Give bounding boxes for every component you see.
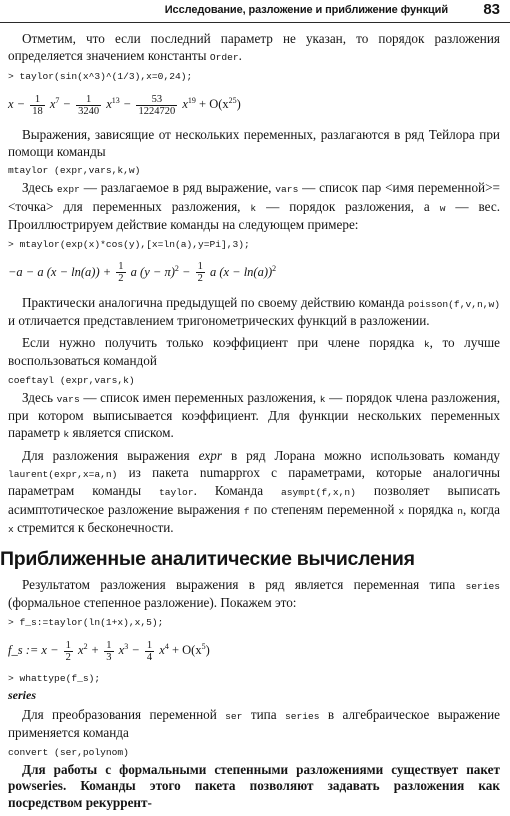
fraction: $\frac{1}{3}$ <box>106 639 112 663</box>
paragraph-order-note: Отметим, что если последний параметр не указан, то порядок разложения определяется значением константы Order. <box>8 31 500 63</box>
fraction: $\frac{53}{1224720}$ <box>138 93 176 117</box>
command-whattype: > whattype(f_s); <box>8 672 101 684</box>
command-mtaylor-example: > mtaylor(exp(x)*cos(y),[x=ln(a),y=Pi],3); <box>8 238 250 250</box>
page-number: 83 <box>483 1 500 18</box>
paragraph-series-type: Результатом разложения выражения в ряд является переменная типа series (формальное степенное разложение). Покажем это: <box>8 576 500 611</box>
fraction: $\frac{1}{2}$ <box>118 261 124 285</box>
paragraph-powseries: Для работы с формальными степенными разложениями существует пакет powseries. Команды этого пакета позволяют задавать разложения как посредством рекуррент- <box>8 761 500 810</box>
formula-taylor-result: x − $\frac{1}{18}$ $x^7$ − $\frac{1}{3240}$ $x^{13}$ − $\frac{53}{1224720}$ $x^{19} + O(x^{25})$ <box>8 93 241 117</box>
fraction: $\frac{1}{4}$ <box>146 639 153 663</box>
fraction: $\frac{1}{2}$ <box>65 639 71 663</box>
fraction: $\frac{1}{18}$ <box>32 93 43 117</box>
paragraph-poisson: Практически аналогична предыдущей по своему действию команда poisson(f,v,n,w) и отличается представлением тригонометрических функций в разложении. <box>8 294 500 329</box>
command-mtaylor-syntax: mtaylor (expr,vars,k,w) <box>8 165 141 177</box>
running-title: Исследование, разложение и приближение функций <box>164 4 448 16</box>
paragraph-convert: Для преобразования переменной ser типа series в алгебраическое выражение применяется команда <box>8 706 501 741</box>
paragraph-laurent: Для разложения выражения expr в ряд Лорана можно использовать команду laurent(expr,x=a,n) из пакета numapprox с параметрами, которые аналогичны параметрам команды taylor. Команда asympt(f,x,n) позволяет выписать асимптотическое разложение выражения f по степеням переменной x порядка n, когда x стремится к бесконечности. <box>8 448 500 536</box>
fraction: $\frac{1}{2}$ <box>197 261 203 285</box>
output-series: series <box>8 687 36 702</box>
running-header <box>0 0 510 23</box>
inline-code: Order <box>209 51 239 63</box>
paragraph-coeftayl-params: Здесь vars — список имен переменных разложения, k — порядок члена разложения, при котором выписывается коэффициент. Для функции нескольких переменных параметр k является списком. <box>8 389 500 440</box>
command-taylor: > taylor(sin(x^3)^(1/3),x=0,24); <box>8 71 193 82</box>
paragraph-mtaylor-params: Здесь expr — разлагаемое в ряд выражение, vars — список пар <имя переменной>=<точка> для переменных разложения, k — порядок разложения, а w — вес. Проиллюстрируем действие команды на следующем примере: <box>8 180 500 233</box>
paragraph-coefficient: Если нужно получить только коэффициент при члене порядка k, то лучше воспользоваться командой <box>8 334 500 369</box>
command-convert: convert (ser,polynom) <box>8 746 129 758</box>
page-body <box>0 31 501 816</box>
command-fs-taylor: > f_s:=taylor(ln(1+x),x,5); <box>8 616 164 628</box>
formula-mtaylor-result: −a − a (x − ln(a)) + $\frac{1}{2}$ a $(y - \pi)^2$ − $\frac{1}{2}$ a $(x - \ln(a))^2$ <box>8 261 277 285</box>
section-heading: Приближенные аналитические вычисления <box>0 547 415 570</box>
formula-fs-result: f_s := x − $\frac{1}{2}$ $x^2$ + $\frac{1}{3}$ $x^3$ − $\frac{1}{4}$ $x^4 + O(x^5)$ <box>8 639 210 663</box>
paragraph-multivariate: Выражения, зависящие от нескольких переменных, разлагаются в ряд Тейлора при помощи команды <box>8 127 500 159</box>
fraction: $\frac{1}{3240}$ <box>78 93 100 117</box>
command-coeftayl: coeftayl (expr,vars,k) <box>8 374 135 386</box>
